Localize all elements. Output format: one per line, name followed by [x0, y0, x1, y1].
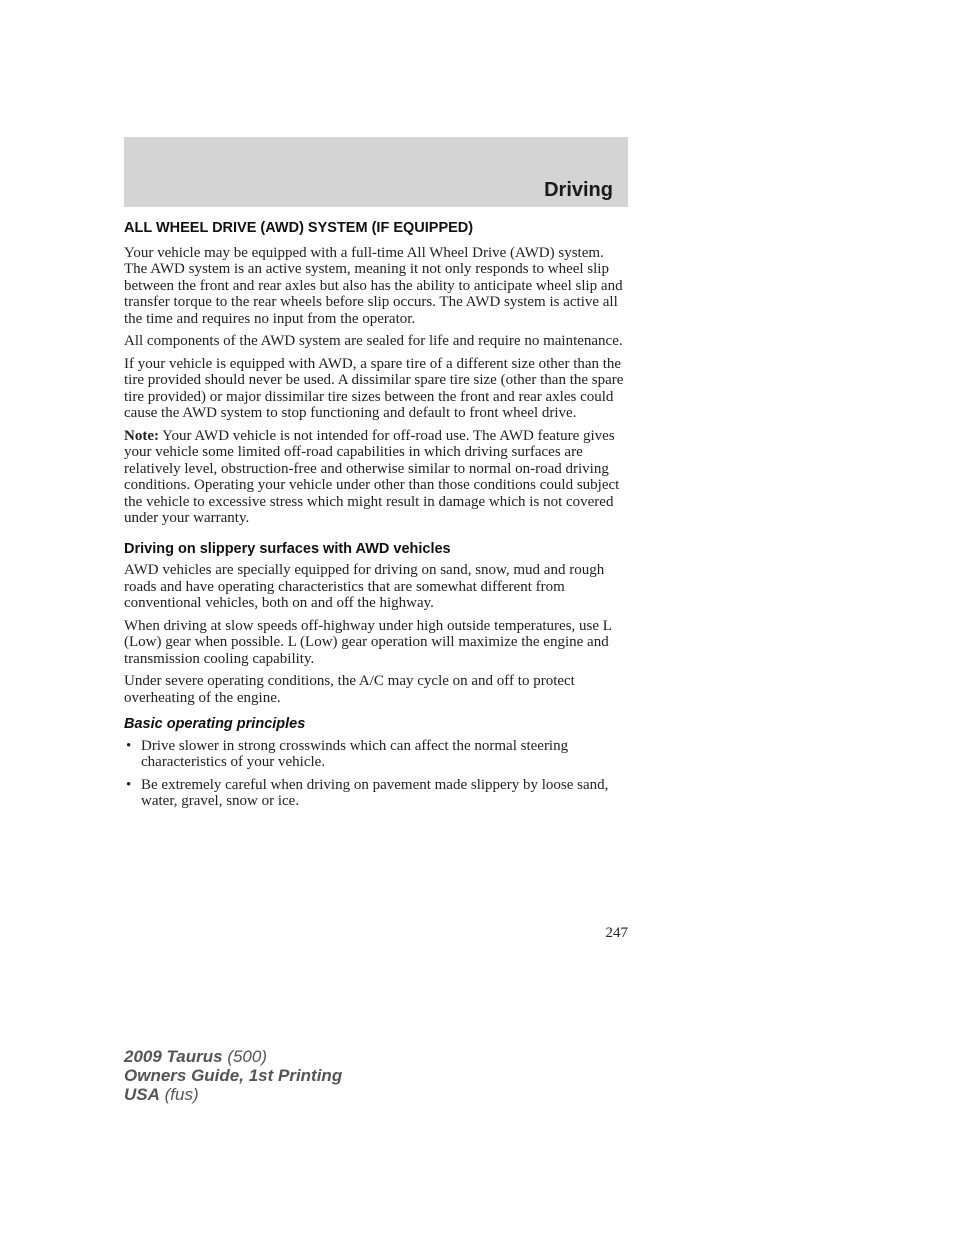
basic-principles-heading: Basic operating principles [124, 716, 306, 732]
slippery-surfaces-heading: Driving on slippery surfaces with AWD vehicles [124, 540, 451, 557]
footer-market-code: (fus) [159, 1085, 199, 1104]
footer-model: 2009 Taurus [124, 1047, 223, 1066]
list-item-text: Be extremely careful when driving on pavement made slippery by loose sand, water, gravel, snow or ice. [141, 776, 609, 809]
awd-note [124, 428, 630, 527]
awd-heading: ALL WHEEL DRIVE (AWD) SYSTEM (IF EQUIPPED) [124, 220, 474, 236]
bullet-icon: • [126, 737, 132, 754]
document-footer [124, 1047, 342, 1104]
section-title: Driving [544, 179, 613, 201]
footer-line-1 [124, 1047, 342, 1066]
slippery-paragraph-1: AWD vehicles are specially equipped for driving on sand, snow, mud and rough roads and have operating characteristics that are somewhat different from conventional vehicles, both on and off the highway. [124, 562, 605, 611]
footer-line-2: Owners Guide, 1st Printing [124, 1066, 343, 1085]
section-header-band [124, 137, 628, 207]
awd-paragraph-3: If your vehicle is equipped with AWD, a spare tire of a different size other than the tire provided should never be used. A dissimilar spare tire size (other than the spare tire provided) or major dissimilar tire sizes between the front and rear axles could cause the AWD system to stop functioning and default to front wheel drive. [124, 355, 624, 421]
list-item-text: Drive slower in strong crosswinds which can affect the normal steering characteristics of your vehicle. [141, 737, 569, 770]
footer-model-code: (500) [222, 1047, 268, 1066]
footer-market: USA [124, 1085, 160, 1104]
footer-line-3 [124, 1085, 342, 1104]
slippery-paragraph-2: When driving at slow speeds off-highway under high outside temperatures, use L (Low) gear when possible. L (Low) gear operation will maximize the engine and transmission cooling capability. [124, 617, 612, 667]
slippery-paragraph-3: Under severe operating conditions, the A/C may cycle on and off to protect overheating of the engine. [124, 673, 575, 706]
list-item [124, 777, 630, 810]
page-number: 247 [605, 925, 628, 941]
awd-paragraph-2: All components of the AWD system are sealed for life and require no maintenance. [124, 333, 623, 349]
bullet-icon: • [126, 776, 132, 793]
list-item [124, 738, 630, 771]
awd-paragraph-1: Your vehicle may be equipped with a full-time All Wheel Drive (AWD) system. The AWD system is an active system, meaning it not only responds to wheel slip between the front and rear axles but also has the ability to anticipate wheel slip and transfer torque to the rear wheels before slip occurs. The AWD system is active all the time and requires no input from the operator. [124, 244, 623, 327]
principles-list [124, 738, 630, 810]
note-text: Your AWD vehicle is not intended for off-road use. The AWD feature gives your vehicle some limited off-road capabilities in which driving surfaces are relatively level, obstruction-free and otherwise similar to normal on-road driving conditions. Operating your vehicle under other than those conditions could subject the vehicle to excessive stress which might result in damage which is not covered under your warranty. [124, 427, 620, 526]
page-content [124, 220, 630, 816]
note-label: Note: [124, 427, 159, 444]
